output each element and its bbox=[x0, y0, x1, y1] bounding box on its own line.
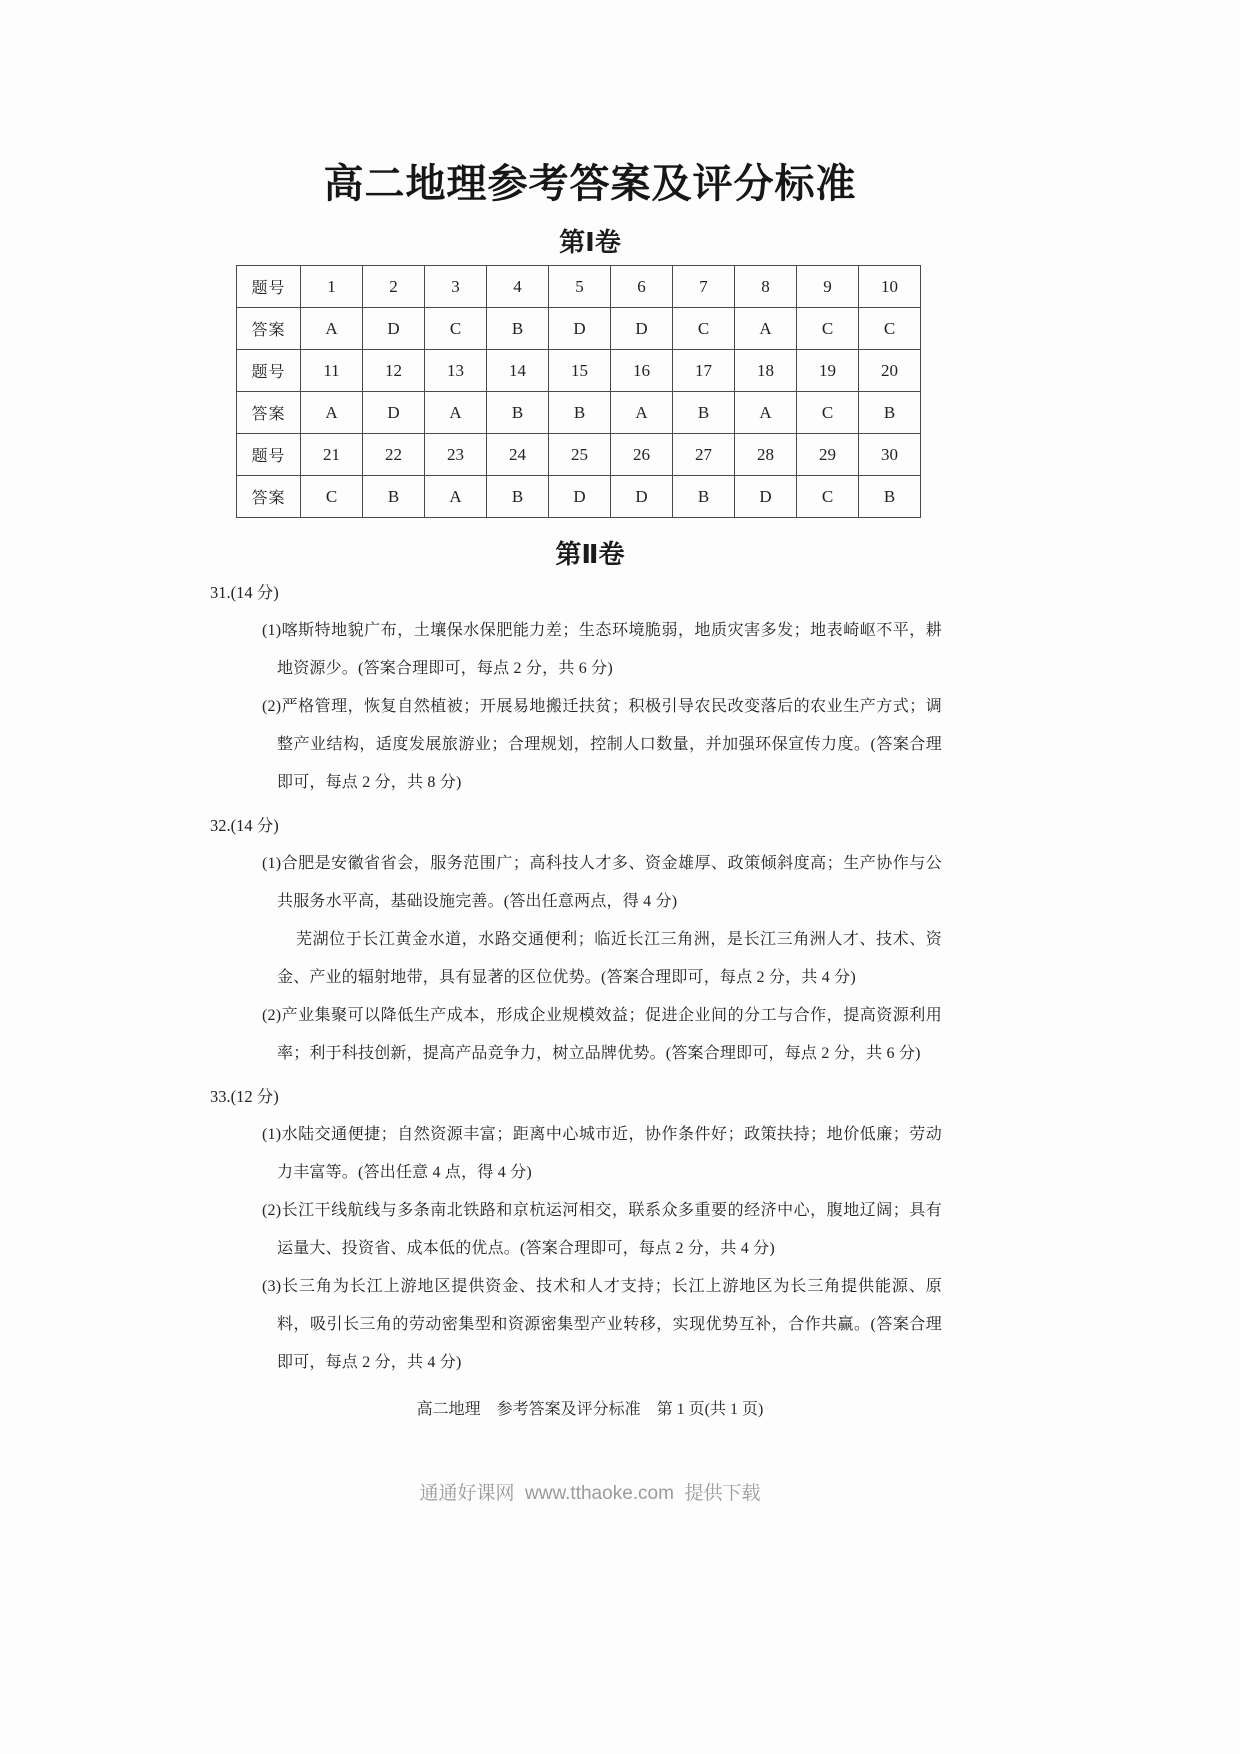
questions-section bbox=[210, 574, 944, 1382]
answer-table-row bbox=[237, 308, 921, 350]
answer-letter-cell: C bbox=[425, 308, 487, 350]
answer-letter-cell: C bbox=[673, 308, 735, 350]
answer-letter-cell: D bbox=[363, 392, 425, 434]
answer-letter-cell: B bbox=[487, 308, 549, 350]
question-number-cell: 24 bbox=[487, 434, 549, 476]
question-number-cell: 5 bbox=[549, 266, 611, 308]
answer-table-row bbox=[237, 266, 921, 308]
document-title: 高二地理参考答案及评分标准 bbox=[323, 162, 857, 206]
answer-letter-cell: B bbox=[859, 392, 921, 434]
question-number-cell: 15 bbox=[549, 350, 611, 392]
question-number-cell: 9 bbox=[797, 266, 859, 308]
answer-letter-cell: B bbox=[363, 476, 425, 518]
answer-paragraph: (2)长江干线航线与多条南北铁路和京杭运河相交，联系众多重要的经济中心，腹地辽阔；具有运量大、投资省、成本低的优点。(答案合理即可，每点 2 分，共 4 分) bbox=[262, 1202, 942, 1257]
answer-paragraph: 芜湖位于长江黄金水道，水路交通便利；临近长江三角洲，是长江三角洲人才、技术、资金、产业的辐射地带，具有显著的区位优势。(答案合理即可，每点 2 分，共 4 分) bbox=[277, 931, 942, 986]
answer-letter-cell: B bbox=[549, 392, 611, 434]
answer-letter-cell: D bbox=[549, 308, 611, 350]
question-number-cell: 3 bbox=[425, 266, 487, 308]
answer-letter-cell: A bbox=[735, 392, 797, 434]
question-number-cell: 13 bbox=[425, 350, 487, 392]
row-header-cell: 答案 bbox=[237, 308, 301, 350]
answer-letter-cell: B bbox=[673, 476, 735, 518]
answer-letter-cell: C bbox=[859, 308, 921, 350]
answer-letter-cell: B bbox=[673, 392, 735, 434]
question-number-cell: 17 bbox=[673, 350, 735, 392]
answer-table bbox=[236, 265, 921, 518]
answer-letter-cell: C bbox=[301, 476, 363, 518]
question-number-cell: 1 bbox=[301, 266, 363, 308]
row-header-cell: 题号 bbox=[237, 266, 301, 308]
answer-paragraph: (2)严格管理，恢复自然植被；开展易地搬迁扶贫；积极引导农民改变落后的农业生产方式；调整产业结构，适度发展旅游业；合理规划，控制人口数量，并加强环保宣传力度。(答案合理即可，每点 2 分，共 8 分) bbox=[262, 698, 942, 791]
question-block bbox=[210, 1078, 944, 1382]
answer-paragraph: (1)喀斯特地貌广布，土壤保水保肥能力差；生态环境脆弱，地质灾害多发；地表崎岖不平，耕地资源少。(答案合理即可，每点 2 分，共 6 分) bbox=[262, 622, 942, 677]
question-number-cell: 26 bbox=[611, 434, 673, 476]
question-number-cell: 4 bbox=[487, 266, 549, 308]
row-header-cell: 题号 bbox=[237, 434, 301, 476]
question-number-cell: 27 bbox=[673, 434, 735, 476]
answer-letter-cell: C bbox=[797, 392, 859, 434]
answer-letter-cell: A bbox=[301, 392, 363, 434]
question-number-cell: 14 bbox=[487, 350, 549, 392]
answer-letter-cell: B bbox=[487, 476, 549, 518]
answer-paragraph: (2)产业集聚可以降低生产成本，形成企业规模效益；促进企业间的分工与合作，提高资源利用率；利于科技创新，提高产品竞争力，树立品牌优势。(答案合理即可，每点 2 分，共 6 分) bbox=[262, 1007, 942, 1062]
answer-table-row bbox=[237, 392, 921, 434]
answer-letter-cell: A bbox=[425, 476, 487, 518]
page-footer: 高二地理 参考答案及评分标准 第 1 页(共 1 页) bbox=[416, 1401, 764, 1418]
answer-table-row bbox=[237, 434, 921, 476]
question-number-cell: 6 bbox=[611, 266, 673, 308]
row-header-cell: 题号 bbox=[237, 350, 301, 392]
answer-letter-cell: B bbox=[487, 392, 549, 434]
answer-letter-cell: C bbox=[797, 308, 859, 350]
section-2-heading: 第Ⅱ卷 bbox=[555, 539, 625, 569]
answer-letter-cell: A bbox=[735, 308, 797, 350]
question-block bbox=[210, 807, 944, 1073]
answer-letter-cell: D bbox=[735, 476, 797, 518]
question-number-cell: 28 bbox=[735, 434, 797, 476]
row-header-cell: 答案 bbox=[237, 476, 301, 518]
answer-letter-cell: D bbox=[611, 476, 673, 518]
answer-letter-cell: D bbox=[363, 308, 425, 350]
question-number-cell: 29 bbox=[797, 434, 859, 476]
download-watermark: 通通好课网 www.tthaoke.com 提供下载 bbox=[419, 1483, 761, 1504]
section-1-heading: 第Ⅰ卷 bbox=[559, 227, 621, 257]
answer-paragraph: (1)水陆交通便捷；自然资源丰富；距离中心城市近，协作条件好；政策扶持；地价低廉；劳动力丰富等。(答出任意 4 点，得 4 分) bbox=[262, 1126, 942, 1181]
answer-letter-cell: A bbox=[425, 392, 487, 434]
question-number-cell: 12 bbox=[363, 350, 425, 392]
answer-paragraph: (1)合肥是安徽省省会，服务范围广；高科技人才多、资金雄厚、政策倾斜度高；生产协作与公共服务水平高，基础设施完善。(答出任意两点，得 4 分) bbox=[262, 855, 942, 910]
question-number-cell: 7 bbox=[673, 266, 735, 308]
question-number-cell: 11 bbox=[301, 350, 363, 392]
answer-letter-cell: C bbox=[797, 476, 859, 518]
answer-letter-cell: D bbox=[549, 476, 611, 518]
question-number-cell: 20 bbox=[859, 350, 921, 392]
answer-table-row bbox=[237, 350, 921, 392]
question-number-cell: 2 bbox=[363, 266, 425, 308]
answer-paragraph: (3)长三角为长江上游地区提供资金、技术和人才支持；长江上游地区为长三角提供能源、原料，吸引长三角的劳动密集型和资源密集型产业转移，实现优势互补，合作共赢。(答案合理即可，每点 2 分，共 4 分) bbox=[262, 1278, 942, 1371]
question-block bbox=[210, 574, 944, 802]
answer-letter-cell: A bbox=[611, 392, 673, 434]
answer-letter-cell: B bbox=[859, 476, 921, 518]
row-header-cell: 答案 bbox=[237, 392, 301, 434]
answer-letter-cell: A bbox=[301, 308, 363, 350]
question-number-cell: 30 bbox=[859, 434, 921, 476]
question-number-cell: 16 bbox=[611, 350, 673, 392]
question-number-cell: 8 bbox=[735, 266, 797, 308]
answer-table-row bbox=[237, 476, 921, 518]
question-number-cell: 18 bbox=[735, 350, 797, 392]
question-number-cell: 22 bbox=[363, 434, 425, 476]
question-heading: 33.(12 分) bbox=[210, 1087, 279, 1106]
question-heading: 32.(14 分) bbox=[210, 816, 279, 835]
question-heading: 31.(14 分) bbox=[210, 583, 279, 602]
answer-letter-cell: D bbox=[611, 308, 673, 350]
question-number-cell: 19 bbox=[797, 350, 859, 392]
question-number-cell: 23 bbox=[425, 434, 487, 476]
question-number-cell: 21 bbox=[301, 434, 363, 476]
question-number-cell: 25 bbox=[549, 434, 611, 476]
question-number-cell: 10 bbox=[859, 266, 921, 308]
